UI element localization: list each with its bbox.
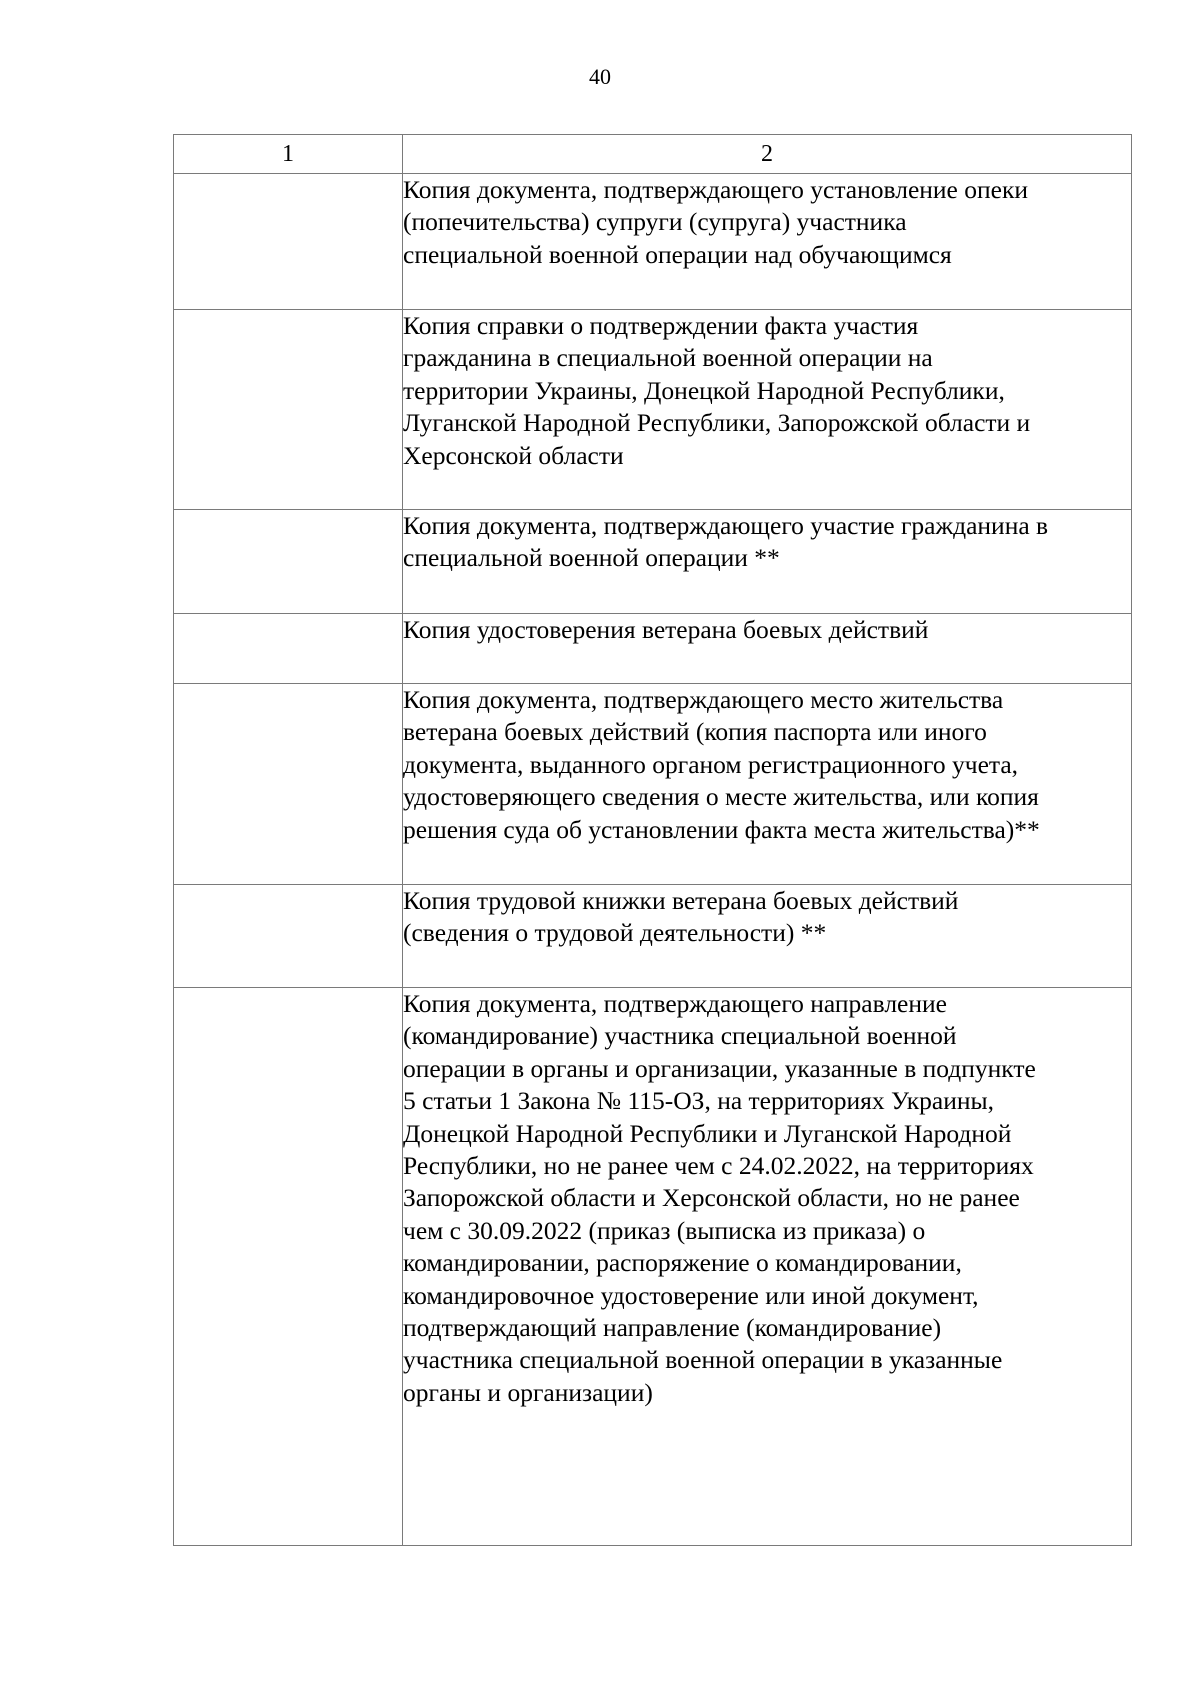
table-header-row — [174, 135, 1132, 174]
table-cell-col2: Копия документа, подтверждающего установление опеки (попечительства) супруги (супруга) участника специальной военной операции над обучающимся — [403, 174, 1132, 310]
table-cell-col1 — [174, 614, 403, 684]
table-cell-col2: Копия удостоверения ветерана боевых действий — [403, 614, 1132, 684]
table-cell-col1 — [174, 510, 403, 614]
column-header-2: 2 — [403, 135, 1132, 174]
page-number: 40 — [589, 64, 611, 89]
table-cell-col2: Копия документа, подтверждающего участие гражданина в специальной военной операции ** — [403, 510, 1132, 614]
table-cell-col2: Копия документа, подтверждающего место жительства ветерана боевых действий (копия паспорта или иного документа, выданного органом регистрационного учета, удостоверяющего сведения о месте жительства, или копия решения суда об установлении факта места жительства)** — [403, 684, 1132, 885]
table-cell-col1 — [174, 310, 403, 510]
table-row — [174, 885, 1132, 988]
table-cell-col1 — [174, 174, 403, 310]
table-row — [174, 174, 1132, 310]
table-cell-col2: Копия документа, подтверждающего направление (командирование) участника специальной военной операции в органы и организации, указанные в подпункте 5 статьи 1 Закона № 115-ОЗ, на территориях Украины, Донецкой Народной Республики и Луганской Народной Республики, но не ранее чем с 24.02.2022, на территориях Запорожской области и Херсонской области, но не ранее чем с 30.09.2022 (приказ (выписка из приказа) о командировании, распоряжение о командировании, командировочное удостоверение или иной документ, подтверждающий направление (командирование) участника специальной военной операции в указанные органы и организации) — [403, 988, 1132, 1546]
table-cell-col1 — [174, 684, 403, 885]
table-cell-col1 — [174, 885, 403, 988]
table-row — [174, 684, 1132, 885]
table-row — [174, 988, 1132, 1546]
table-row — [174, 310, 1132, 510]
table-cell-col1 — [174, 988, 403, 1546]
column-header-1: 1 — [174, 135, 403, 174]
table-cell-col2: Копия справки о подтверждении факта участия гражданина в специальной военной операции на территории Украины, Донецкой Народной Республики, Луганской Народной Республики, Запорожской области и Херсонской области — [403, 310, 1132, 510]
table-cell-col2: Копия трудовой книжки ветерана боевых действий (сведения о трудовой деятельности) ** — [403, 885, 1132, 988]
table-row — [174, 614, 1132, 684]
document-table — [173, 134, 1132, 1546]
table-row — [174, 510, 1132, 614]
